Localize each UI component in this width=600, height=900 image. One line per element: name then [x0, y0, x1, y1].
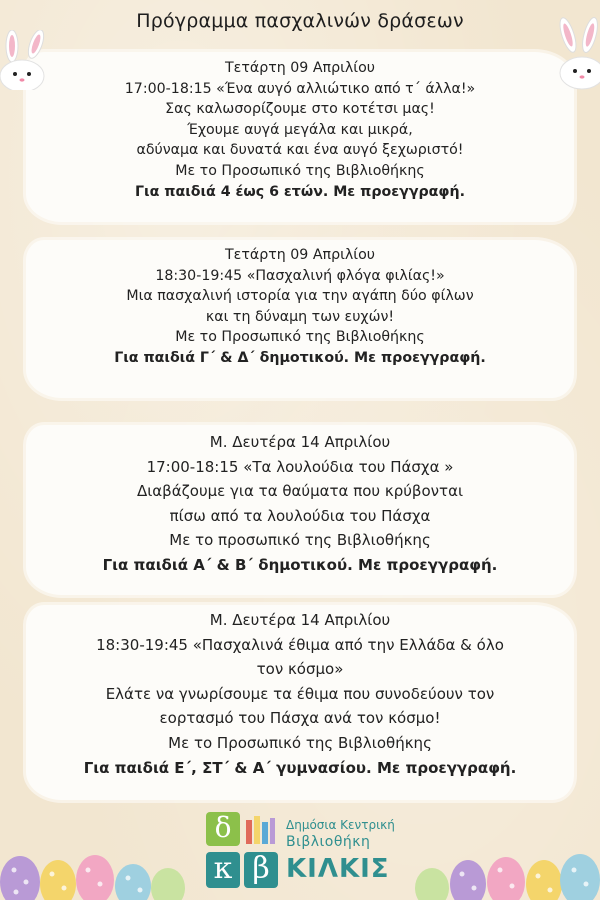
event-time-title: 18:30-19:45 «Πασχαλινά έθιμα από την Ελλάδα & όλο: [96, 635, 504, 654]
easter-eggs-right-icon: [410, 830, 600, 900]
event-description-line: πίσω από τα λουλούδια του Πάσχα: [169, 506, 431, 525]
event-time-title: 18:30-19:45 «Πασχαλινή φλόγα φιλίας!»: [155, 267, 445, 284]
event-1: [0, 58, 600, 202]
event-description-line: και τη δύναμη των ευχών!: [205, 308, 395, 325]
event-description-line: Μια πασχαλινή ιστορία για την αγάπη δύο φίλων: [126, 288, 474, 305]
logo-books-icon: [244, 814, 276, 846]
event-time-title-cont: τον κόσμο»: [256, 660, 344, 679]
logo-text-line1: Δημόσια Κεντρική: [286, 818, 395, 832]
event-date: Μ. Δευτέρα 14 Απριλίου: [209, 433, 391, 451]
event-audience: Για παιδιά Α΄ & Β΄ δημοτικού. Με προεγγραφή.: [102, 555, 498, 574]
event-audience: Για παιδιά Γ΄ & Δ΄ δημοτικού. Με προεγγραφή.: [114, 349, 486, 366]
event-staff: Με το προσωπικό της Βιβλιοθήκης: [169, 531, 431, 550]
event-staff: Με το Προσωπικό της Βιβλιοθήκης: [168, 733, 432, 752]
event-date: Μ. Δευτέρα 14 Απριλίου: [209, 611, 391, 629]
logo-kappa-tile: κ: [206, 852, 240, 888]
event-time-title: 17:00-18:15 «Τα λουλούδια του Πάσχα »: [146, 457, 454, 476]
event-staff: Με το Προσωπικό της Βιβλιοθήκης: [175, 162, 425, 179]
logo-text-line2: Βιβλιοθήκη: [286, 834, 371, 850]
event-description-line: Σας καλωσορίζουμε στο κοτέτσι μας!: [165, 101, 435, 118]
event-time-title: 17:00-18:15 «Ένα αυγό αλλιώτικο από τ΄ άλλα!»: [124, 80, 476, 97]
event-description-line: εορτασμό του Πάσχα ανά τον κόσμο!: [159, 709, 441, 728]
event-2: [0, 245, 600, 369]
library-logo: [200, 810, 412, 894]
logo-delta-tile: δ: [206, 812, 240, 846]
event-staff: Με το Προσωπικό της Βιβλιοθήκης: [175, 329, 425, 346]
logo-text-line3: ΚΙΛΚΙΣ: [286, 854, 390, 884]
event-description-line: Διαβάζουμε για τα θαύματα που κρύβονται: [136, 482, 464, 501]
event-description-line: Έχουμε αυγά μεγάλα και μικρά,: [187, 121, 413, 138]
event-audience: Για παιδιά 4 έως 6 ετών. Με προεγγραφή.: [135, 183, 465, 200]
event-date: Τετάρτη 09 Απριλίου: [225, 60, 375, 76]
easter-eggs-left-icon: [0, 830, 200, 900]
event-date: Τετάρτη 09 Απριλίου: [225, 247, 375, 263]
event-3: [0, 430, 600, 578]
event-description-line: Ελάτε να γνωρίσουμε τα έθιμα που συνοδεύουν τον: [105, 684, 495, 703]
event-4: [0, 608, 600, 780]
event-audience: Για παιδιά Ε΄, ΣΤ΄ & Α΄ γυμνασίου. Με προεγγραφή.: [83, 758, 517, 777]
event-description-line: αδύναμα και δυνατά και ένα αυγό ξεχωριστό!: [136, 142, 464, 159]
logo-beta-tile: β: [244, 852, 278, 888]
page-title: Πρόγραμμα πασχαλινών δράσεων: [136, 10, 464, 32]
